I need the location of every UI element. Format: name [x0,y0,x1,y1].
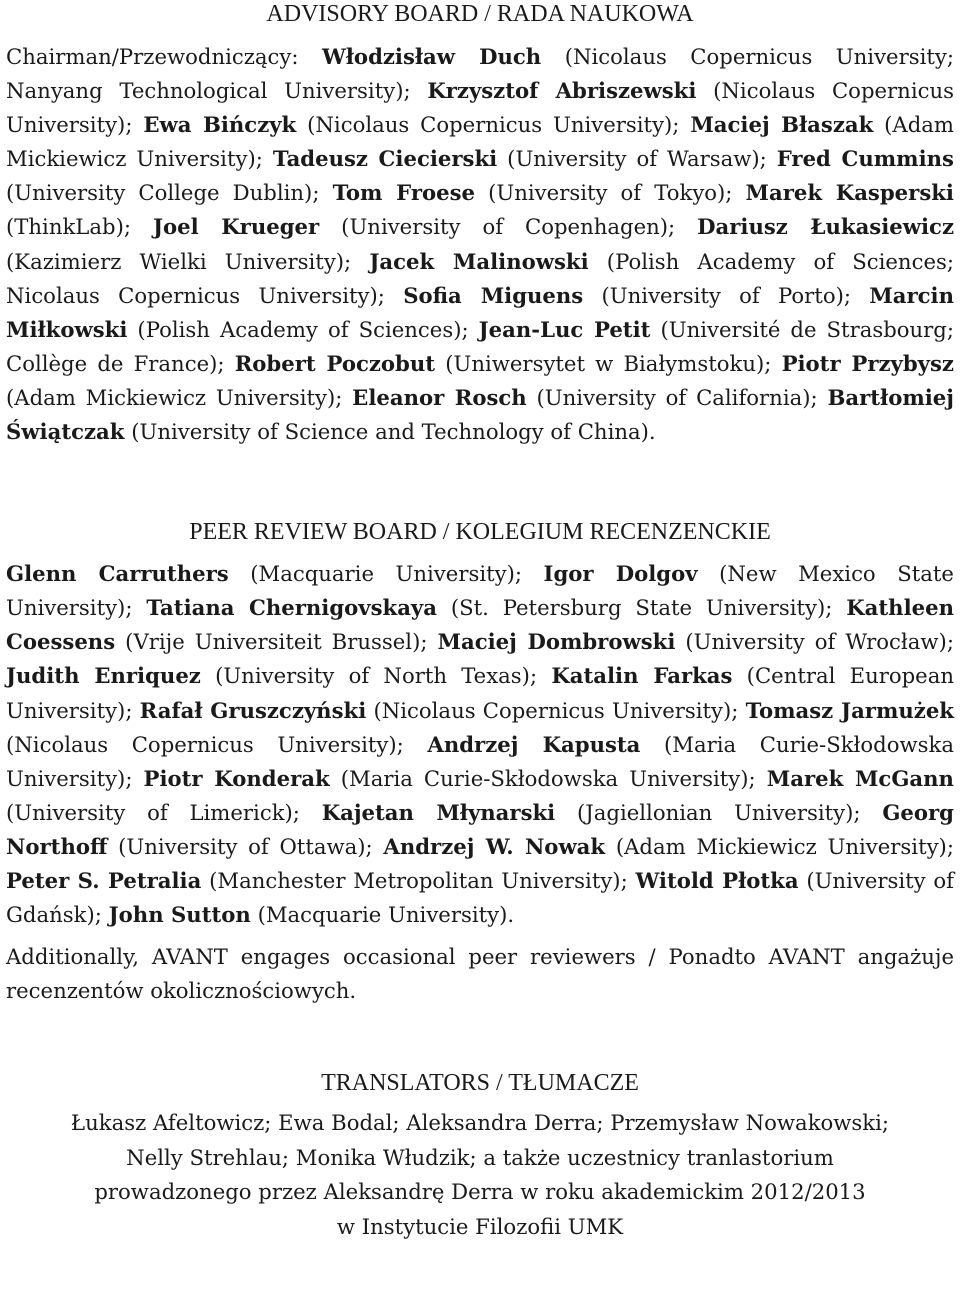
member-affiliation: (Kazimierz Wielki University); [6,248,352,274]
member-name: Marek Kasperski [745,180,954,206]
member-affiliation: (Polish Academy of Sciences); [137,316,469,342]
board-member [146,595,832,620]
translators-heading: TRANSLATORS / TŁUMACZE [321,1070,639,1097]
member-name: Ewa Bińczyk [143,112,297,138]
peer-review-board-list [6,557,954,932]
member-affiliation: (University of Wrocław); [685,629,954,655]
advisory-board-list [6,40,954,449]
member-name: Maciej Dombrowski [437,629,676,655]
member-name: Tatiana Chernigovskaya [146,595,437,621]
member-affiliation: (University of Gdańsk); [6,867,954,928]
board-member [352,385,817,410]
member-affiliation: (Nicolaus Copernicus University); [307,112,680,138]
member-affiliation: (University of Porto); [601,282,851,308]
member-affiliation: (University of California); [536,384,818,410]
member-affiliation: (St. Petersburg State University); [450,595,833,621]
board-member [6,561,522,586]
advisory-members [6,44,954,444]
member-affiliation: (ThinkLab); [6,214,131,240]
member-name: Bartłomiej Świątczak [6,384,954,445]
translators-line: prowadzonego przez Aleksandrę Derra w roku akademickim 2012/2013 [94,1179,866,1205]
member-affiliation: (Vrije Universiteit Brussel); [125,629,428,655]
translators-line: Łukasz Afeltowicz; Ewa Bodal; Aleksandra Derra; Przemysław Nowakowski; [70,1110,890,1136]
member-name: Maciej Błaszak [690,112,874,138]
translators-line: Nelly Strehlau; Monika Włudzik; a także uczestnicy tranlastorium [126,1144,834,1170]
advisory-board-heading: ADVISORY BOARD / RADA NAUKOWA [266,1,694,27]
member-name: Sofia Miguens [403,282,584,308]
member-name: Georg Northoff [6,799,954,859]
member-affiliation: (University of Warsaw); [507,146,767,172]
board-member [6,663,537,688]
member-affiliation: (Maria Curie-Skłodowska University); [340,765,756,791]
translators-list [6,1106,954,1244]
member-affiliation: (Nicolaus Copernicus University; Nanyang Technological University); [6,44,954,104]
member-affiliation: (Nicolaus Copernicus University); [6,78,954,138]
member-name: Igor Dolgov [543,561,698,587]
member-affiliation: (University of Science and Technology of China). [131,419,656,445]
board-member [144,766,756,791]
advisory-board-section [6,0,954,449]
member-affiliation: (Maria Curie-Skłodowska University); [6,731,954,791]
member-affiliation: (Université de Strasbourg; Collège de France); [6,316,954,376]
member-name: Krzysztof Abriszewski [427,78,697,104]
member-name: Jean-Luc Petit [478,316,651,342]
member-name: Kathleen Coessens [6,595,954,655]
peer-review-board-section [6,517,954,1008]
member-affiliation: (Macquarie University); [250,561,522,587]
member-affiliation: (Manchester Metropolitan University); [209,867,628,893]
member-affiliation: (Adam Mickiewicz University); [615,833,954,859]
board-member [235,351,772,376]
member-affiliation: (University of Ottawa); [118,833,373,859]
member-name: Peter S. Petralia [6,867,202,893]
member-affiliation: (University of Copenhagen); [341,214,676,240]
board-member [322,800,861,825]
member-name: Tadeusz Ciecierski [272,146,498,172]
member-name: Joel Krueger [152,214,320,240]
member-name: Jacek Malinowski [369,248,589,274]
member-name: Judith Enriquez [6,663,201,689]
member-name: Witold Płotka [635,867,799,893]
member-affiliation: (Adam Mickiewicz University); [6,112,955,172]
member-name: Andrzej Kapusta [427,731,641,757]
member-affiliation: (Central European University); [6,663,954,723]
member-name: Rafał Gruszczyński [139,697,367,723]
board-member [333,180,733,205]
member-name: Tomasz Jarmużek [745,697,954,723]
member-name: Andrzej W. Nowak [383,833,606,859]
member-affiliation: (University College Dublin); [6,180,320,206]
board-member [140,698,739,723]
member-name: Katalin Farkas [551,663,733,689]
member-name: Marcin Miłkowski [6,282,954,342]
translators-section [6,1066,954,1244]
member-affiliation: (Nicolaus Copernicus University); [373,697,739,723]
additional-reviewers-note: Additionally, AVANT engages occasional peer reviewers / Ponadto AVANT angażuje recenzentów okolicznościowych. [6,944,954,1004]
board-member [153,214,675,239]
board-member [109,902,514,927]
member-name: Kajetan Młynarski [321,799,556,825]
board-member [383,834,954,859]
member-name: Marek McGann [766,765,954,791]
member-affiliation: (Polish Academy of Sciences; Nicolaus Copernicus University); [6,248,954,308]
member-name: Eleanor Rosch [352,384,527,410]
board-member [403,283,851,308]
member-name: Robert Poczobut [234,350,436,376]
chairman-label: Chairman/Przewodniczący: [6,44,299,69]
member-affiliation: (Uniwersytet w Białymstoku); [445,350,772,376]
member-name: Piotr Przybysz [781,350,954,376]
member-name: Dariusz Łukasiewicz [697,214,954,240]
member-affiliation: (University of North Texas); [215,663,538,689]
member-affiliation: (Adam Mickiewicz University); [6,384,343,410]
member-name: Fred Cummins [776,146,954,172]
member-name: John Sutton [108,902,251,928]
member-affiliation: (Jagiellonian University); [577,799,861,825]
member-affiliation: (New Mexico State University); [6,561,954,621]
member-name: Tom Froese [332,180,476,206]
member-name: Glenn Carruthers [6,561,229,587]
board-member [438,629,954,654]
member-affiliation: (University of Tokyo); [488,180,733,206]
peer-review-board-heading: PEER REVIEW BOARD / KOLEGIUM RECENZENCKIE [189,519,771,546]
translators-line: w Instytucie Filozofii UMK [336,1213,624,1239]
member-name: Włodzisław Duch [321,44,542,69]
member-affiliation: (Nicolaus Copernicus University); [6,731,404,757]
member-affiliation: (Macquarie University). [257,902,515,928]
member-name: Piotr Konderak [143,765,330,791]
member-affiliation: (University of Limerick); [6,799,300,825]
board-member [6,868,628,893]
board-member [273,146,767,171]
board-member [143,112,679,137]
